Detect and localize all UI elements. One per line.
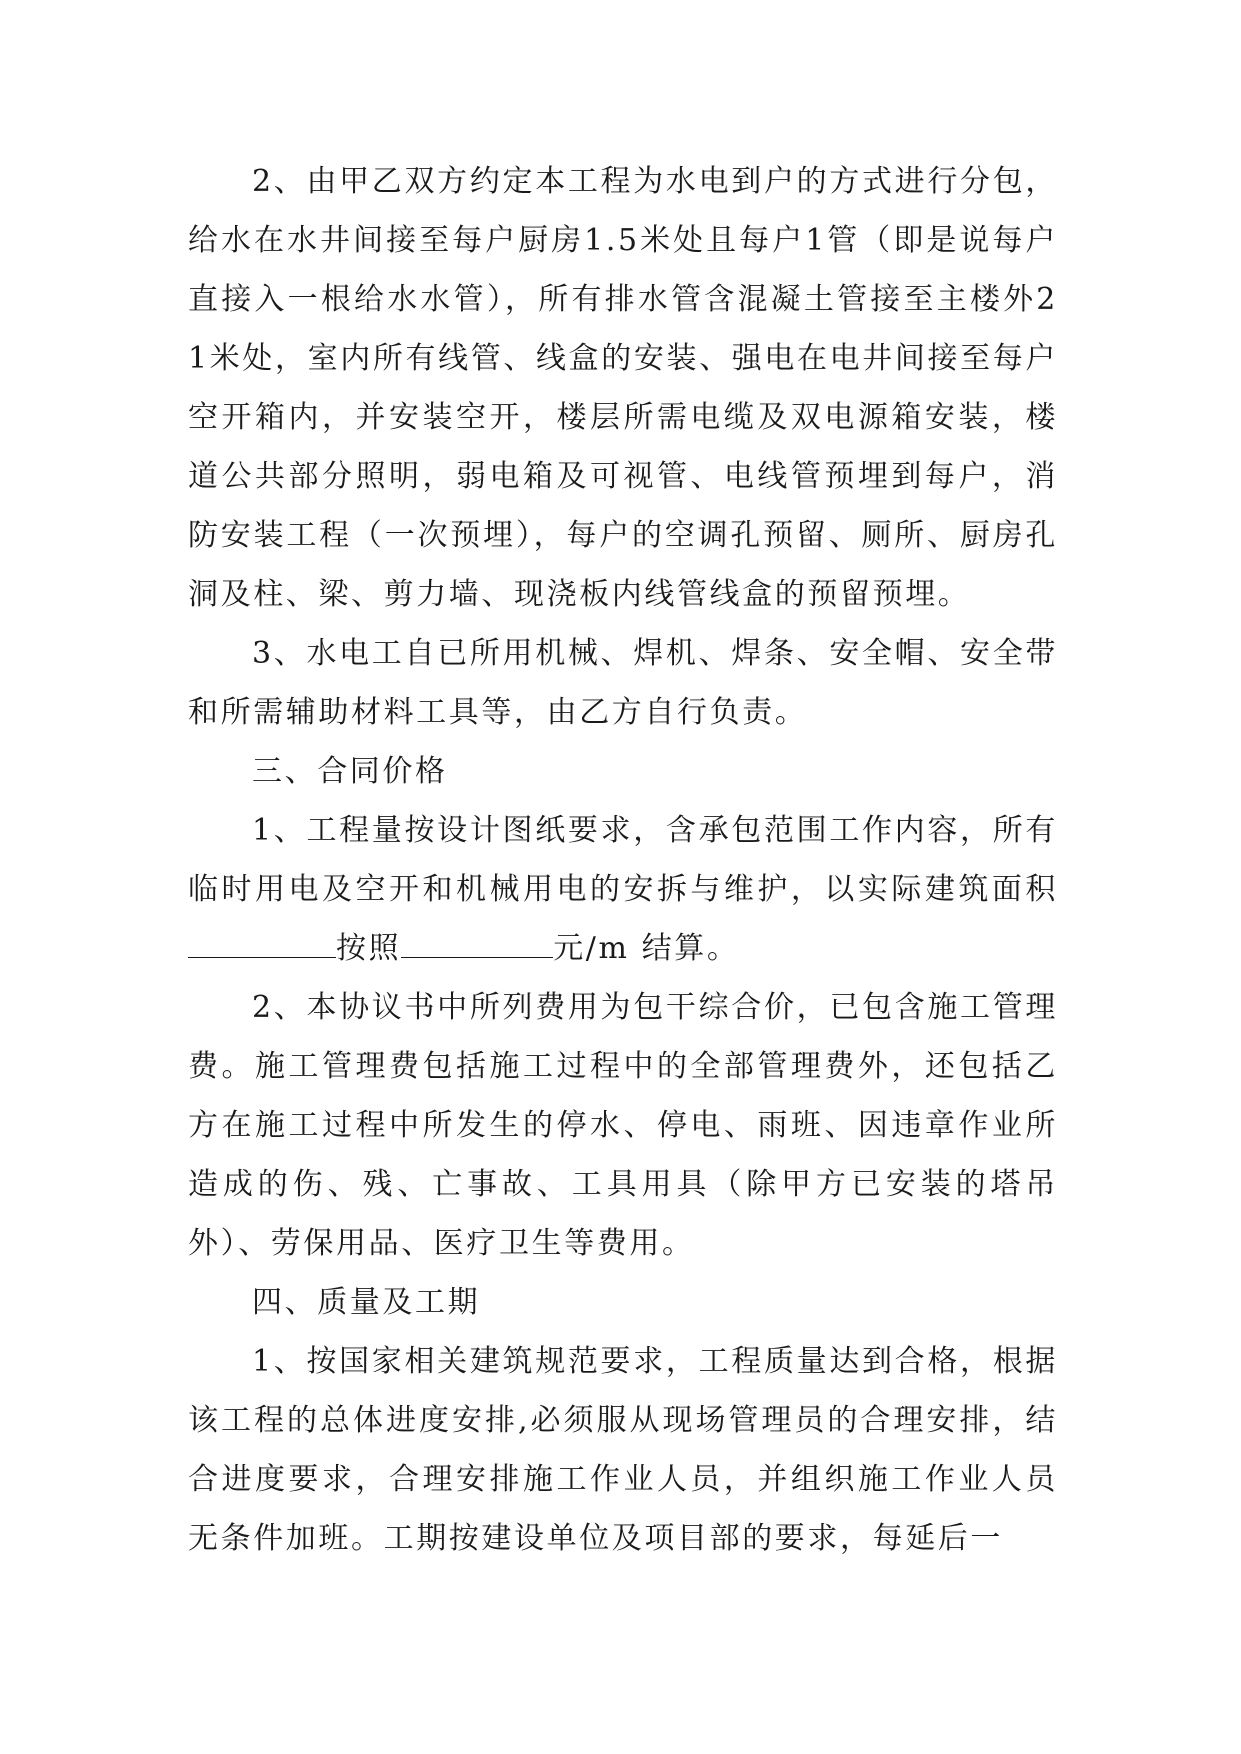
area-blank-field[interactable] bbox=[188, 927, 336, 958]
document-page bbox=[188, 152, 1058, 1568]
pricing-text-part3: 元/m 结算。 bbox=[553, 931, 740, 966]
section-heading-contract-price: 三、合同价格 bbox=[252, 754, 448, 789]
unit-price-blank-field[interactable] bbox=[401, 927, 553, 958]
paragraph-tools-responsibility: 3、水电工自已所用机械、焊机、焊条、安全帽、安全带和所需辅助材料工具等，由乙方自行负责。 bbox=[188, 636, 1058, 730]
paragraph-water-electric-scope: 2、由甲乙双方约定本工程为水电到户的方式进行分包，给水在水井间接至每户厨房1.5米处且每户1管（即是说每户直接入一根给水水管），所有排水管含混凝土管接至主楼外21米处，室内所有线管、线盒的安装、强电在电井间接至每户空开箱内，并安装空开，楼层所需电缆及双电源箱安装，楼道公共部分照明，弱电箱及可视管、电线管预埋到每户，消防安装工程（一次预埋），每户的空调孔预留、厕所、厨房孔洞及柱、梁、剪力墙、现浇板内线管线盒的预留预埋。 bbox=[188, 164, 1058, 612]
pricing-text-part1: 1、工程量按设计图纸要求，含承包范围工作内容，所有临时用电及空开和机械用电的安拆与维护，以实际建筑面积 bbox=[188, 813, 1058, 907]
paragraph-quality-standards: 1、按国家相关建筑规范要求，工程质量达到合格，根据该工程的总体进度安排,必须服从现场管理员的合理安排，结合进度要求，合理安排施工作业人员，并组织施工作业人员无条件加班。工期按建设单位及项目部的要求，每延后一 bbox=[188, 1344, 1058, 1556]
pricing-text-part2: 按照 bbox=[336, 931, 402, 966]
paragraph-quantity-pricing bbox=[188, 801, 1058, 978]
section-heading-quality-schedule: 四、质量及工期 bbox=[252, 1285, 481, 1320]
paragraph-lump-sum-fees: 2、本协议书中所列费用为包干综合价，已包含施工管理费。施工管理费包括施工过程中的全部管理费外，还包括乙方在施工过程中所发生的停水、停电、雨班、因违章作业所造成的伤、残、亡事故、工具用具（除甲方已安装的塔吊外）、劳保用品、医疗卫生等费用。 bbox=[188, 990, 1058, 1261]
